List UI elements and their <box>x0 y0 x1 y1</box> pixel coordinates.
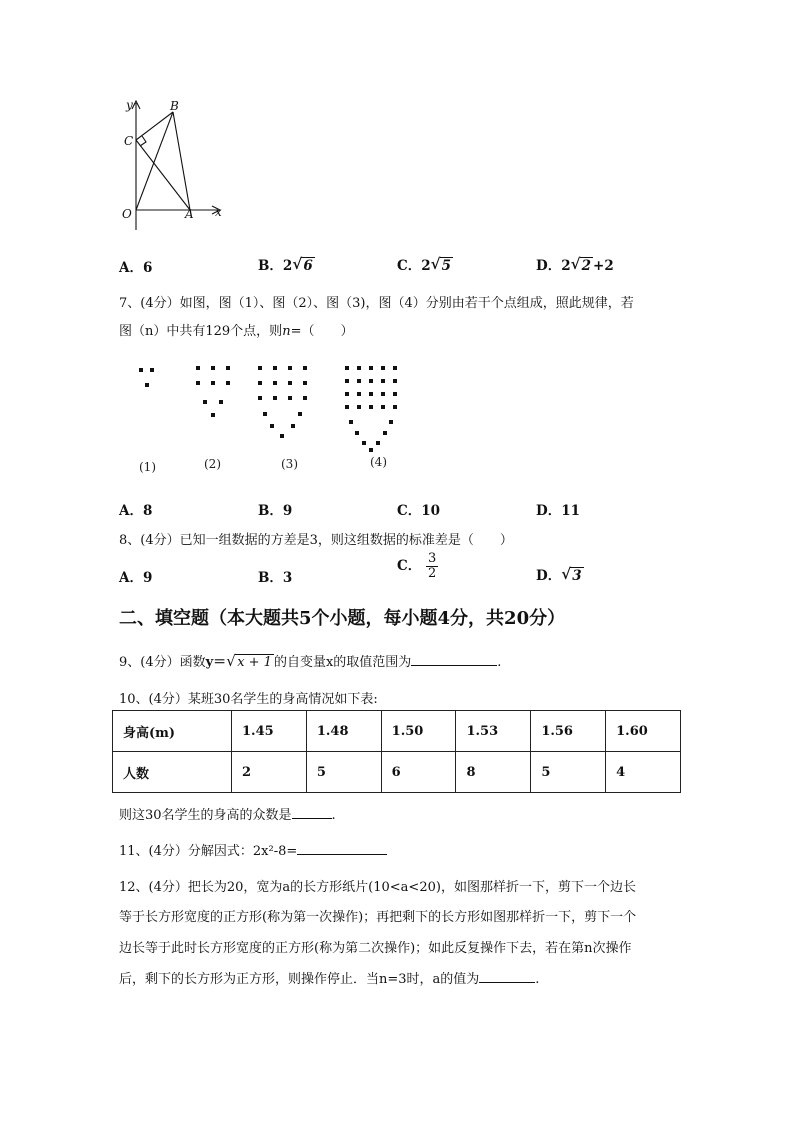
q12-line1: 12、(4分）把长为20，宽为a的长方形纸片(10<a<20)，如图那样折一下，剪下一个边长 <box>119 880 636 895</box>
q7-option-a-label: A． <box>119 503 143 519</box>
dot <box>273 396 277 400</box>
dot <box>389 420 393 424</box>
dot <box>145 383 149 387</box>
q10-question <box>119 804 336 823</box>
dot <box>288 396 292 400</box>
q7-option-b[interactable] <box>258 499 292 519</box>
q8-option-b[interactable] <box>258 566 292 586</box>
dot <box>211 413 215 417</box>
q7-option-a-value: 8 <box>142 503 153 519</box>
table-row <box>113 752 681 793</box>
table-cell: 2 <box>232 752 307 793</box>
q8-text: 8、(4分）已知一组数据的方差是3，则这组数据的标准差是（ ） <box>119 533 513 548</box>
q8-option-c[interactable] <box>397 552 438 581</box>
dot <box>258 381 262 385</box>
label-o: O <box>122 207 132 221</box>
dot <box>258 396 262 400</box>
table-cell: 1.53 <box>456 711 531 752</box>
dot <box>362 441 366 445</box>
dot <box>280 434 284 438</box>
label-x: x <box>215 205 222 219</box>
segment-ca <box>136 140 190 210</box>
q6-option-a[interactable] <box>119 256 152 276</box>
dot <box>226 366 230 370</box>
q8-option-b-label: B． <box>258 570 283 586</box>
q8-option-d-radicand: 3 <box>572 568 582 584</box>
dot <box>303 396 307 400</box>
dot <box>369 392 373 396</box>
q9-pre: 9、(4分）函数 <box>119 655 206 670</box>
dot <box>369 448 373 452</box>
dot <box>273 381 277 385</box>
q6-option-d-sqrt: √ 2 <box>570 255 592 274</box>
table-cell: 5 <box>531 752 606 793</box>
q7-line2-var: n <box>282 324 291 339</box>
dot <box>196 381 200 385</box>
dot <box>303 366 307 370</box>
dot <box>150 368 154 372</box>
q7-figure-4 <box>345 366 397 452</box>
dot <box>369 379 373 383</box>
q11-line <box>119 840 387 859</box>
q10-answer-blank[interactable] <box>292 806 332 819</box>
q6-option-c-label: C． <box>397 258 422 274</box>
q6-option-d[interactable] <box>536 254 614 274</box>
dot <box>211 381 215 385</box>
q6-option-d-tail: +2 <box>593 258 614 274</box>
q6-option-a-label: A． <box>119 260 143 276</box>
q6-figure <box>118 95 233 240</box>
dot <box>349 420 353 424</box>
dot <box>345 379 349 383</box>
q7-fig-label-1: (1) <box>139 460 156 474</box>
dot <box>393 379 397 383</box>
q12-line4-text: 后，剩下的长方形为正方形，则操作停止．当n=3时，a的值为 <box>119 972 480 987</box>
q8-option-c-fraction <box>426 552 438 581</box>
table-cell: 1.56 <box>531 711 606 752</box>
label-y: y <box>126 98 133 112</box>
q12-line4-end: . <box>535 972 540 987</box>
q8-option-a[interactable] <box>119 566 152 586</box>
dot <box>393 392 397 396</box>
q11-text: 11、(4分）分解因式：2x²-8= <box>119 844 298 859</box>
q8-option-a-label: A． <box>119 570 143 586</box>
q8-option-c-denominator: 2 <box>427 566 437 581</box>
dot <box>139 368 143 372</box>
q6-option-b-radicand: 6 <box>303 258 313 274</box>
q9-sqrt: √ x + 1 <box>226 652 272 670</box>
q7-fig-label-3: (3) <box>281 457 298 471</box>
q6-option-b-coef: 2 <box>282 258 293 274</box>
dot <box>270 424 274 428</box>
q12-line4 <box>119 968 539 987</box>
dot <box>381 405 385 409</box>
q9-line <box>119 651 501 670</box>
q7-option-c[interactable] <box>397 499 440 519</box>
table-cell: 8 <box>456 752 531 793</box>
dot <box>298 412 302 416</box>
table-cell: 5 <box>306 752 381 793</box>
right-angle-mark <box>140 136 146 146</box>
q7-line2-pre: 图（n）中共有129个点，则 <box>119 324 283 339</box>
table-row <box>113 711 681 752</box>
dot <box>381 392 385 396</box>
q8-option-d-sqrt: √ 3 <box>561 565 582 584</box>
dot <box>345 392 349 396</box>
q6-option-a-value: 6 <box>142 260 153 276</box>
dot <box>357 366 361 370</box>
q6-option-b-sqrt: √ 6 <box>292 255 313 274</box>
q12-answer-blank[interactable] <box>479 970 535 983</box>
q10-after: 则这30名学生的身高的众数是 <box>119 808 292 823</box>
q7-line1: 7、(4分）如图，图（1）、图（2）、图（3)，图（4）分别由若干个点组成，照此规律，若 <box>119 296 634 311</box>
dot <box>357 392 361 396</box>
q8-option-a-value: 9 <box>142 570 153 586</box>
table-cell: 1.60 <box>606 711 681 752</box>
q7-option-b-label: B． <box>258 503 283 519</box>
dot <box>393 405 397 409</box>
q7-figure-1 <box>139 368 154 387</box>
q6-option-d-radicand: 2 <box>581 258 592 274</box>
dot <box>345 366 349 370</box>
dot <box>383 431 387 435</box>
q7-line2-post: =（ ） <box>290 324 354 339</box>
dot <box>288 366 292 370</box>
table-cell: 1.48 <box>306 711 381 752</box>
q12-line2: 等于长方形宽度的正方形(称为第一次操作)；再把剩下的长方形如图那样折一下，剪下一个 <box>119 910 637 925</box>
q8-option-c-numerator: 3 <box>427 551 437 566</box>
dot <box>376 441 380 445</box>
q8-option-b-value: 3 <box>282 570 293 586</box>
q11-answer-blank[interactable] <box>297 842 387 855</box>
label-c: C <box>124 134 134 148</box>
q9-post: 的自变量x的取值范围为 <box>273 655 412 670</box>
q6-option-d-label: D． <box>536 258 562 274</box>
dot <box>369 366 373 370</box>
q7-fig-label-4: (4) <box>370 455 387 469</box>
q7-option-b-value: 9 <box>282 503 293 519</box>
q8-option-c-label: C． <box>397 558 422 574</box>
q6-option-b[interactable] <box>258 254 315 274</box>
table-cell: 6 <box>381 752 456 793</box>
q7-option-d-value: 11 <box>561 503 581 519</box>
q7-figure-3 <box>258 366 307 438</box>
q6-option-b-label: B． <box>258 258 283 274</box>
dot <box>357 379 361 383</box>
dot <box>263 412 267 416</box>
q7-line2 <box>119 320 353 339</box>
q7-option-d[interactable] <box>536 499 580 519</box>
table-cell: 1.45 <box>232 711 307 752</box>
dot <box>381 366 385 370</box>
q8-option-d[interactable] <box>536 564 584 584</box>
q9-answer-blank[interactable] <box>411 653 497 666</box>
dot <box>393 366 397 370</box>
dot <box>203 400 207 404</box>
dot <box>345 405 349 409</box>
segment-ob <box>136 112 173 210</box>
dot <box>303 381 307 385</box>
dot <box>381 379 385 383</box>
q6-option-c-radicand: 5 <box>441 258 452 274</box>
table-cell: 人数 <box>113 752 232 793</box>
q7-figure-2 <box>196 366 230 417</box>
q6-option-d-coef: 2 <box>561 258 571 274</box>
segment-ba <box>173 112 190 210</box>
q7-option-a[interactable] <box>119 499 152 519</box>
q10-intro: 10、(4分）某班30名学生的身高情况如下表: <box>119 692 378 707</box>
q7-option-c-value: 10 <box>421 503 441 519</box>
dot <box>219 400 223 404</box>
table-cell: 身高(m) <box>113 711 232 752</box>
q7-fig-label-2: (2) <box>204 457 221 471</box>
q10-height-table <box>112 710 681 793</box>
dot <box>291 424 295 428</box>
table-cell: 4 <box>606 752 681 793</box>
dot <box>355 431 359 435</box>
dot <box>196 366 200 370</box>
label-a: A <box>185 207 194 221</box>
table-cell: 1.50 <box>381 711 456 752</box>
q10-after-end: . <box>331 808 336 823</box>
dot <box>369 405 373 409</box>
q6-option-c-coef: 2 <box>421 258 431 274</box>
q12-line3: 边长等于此时长方形宽度的正方形(称为第二次操作)；如此反复操作下去，若在第n次操作 <box>119 941 632 956</box>
dot <box>258 366 262 370</box>
dot <box>273 366 277 370</box>
q9-function: y＝ <box>205 655 227 670</box>
dot <box>357 405 361 409</box>
q9-radicand: x + 1 <box>237 655 272 670</box>
q7-option-d-label: D． <box>536 503 562 519</box>
q7-dot-figures <box>130 355 420 480</box>
dot <box>211 366 215 370</box>
q8-option-d-label: D． <box>536 568 562 584</box>
q7-option-c-label: C． <box>397 503 422 519</box>
dot <box>288 381 292 385</box>
q6-option-c-sqrt: √ 5 <box>430 255 452 274</box>
q9-end: . <box>497 655 502 670</box>
q6-option-c[interactable] <box>397 254 453 274</box>
label-b: B <box>170 99 179 113</box>
dot <box>226 381 230 385</box>
section-fill-in-title: 二、填空题（本大题共5个小题，每小题4分，共20分） <box>119 608 566 629</box>
